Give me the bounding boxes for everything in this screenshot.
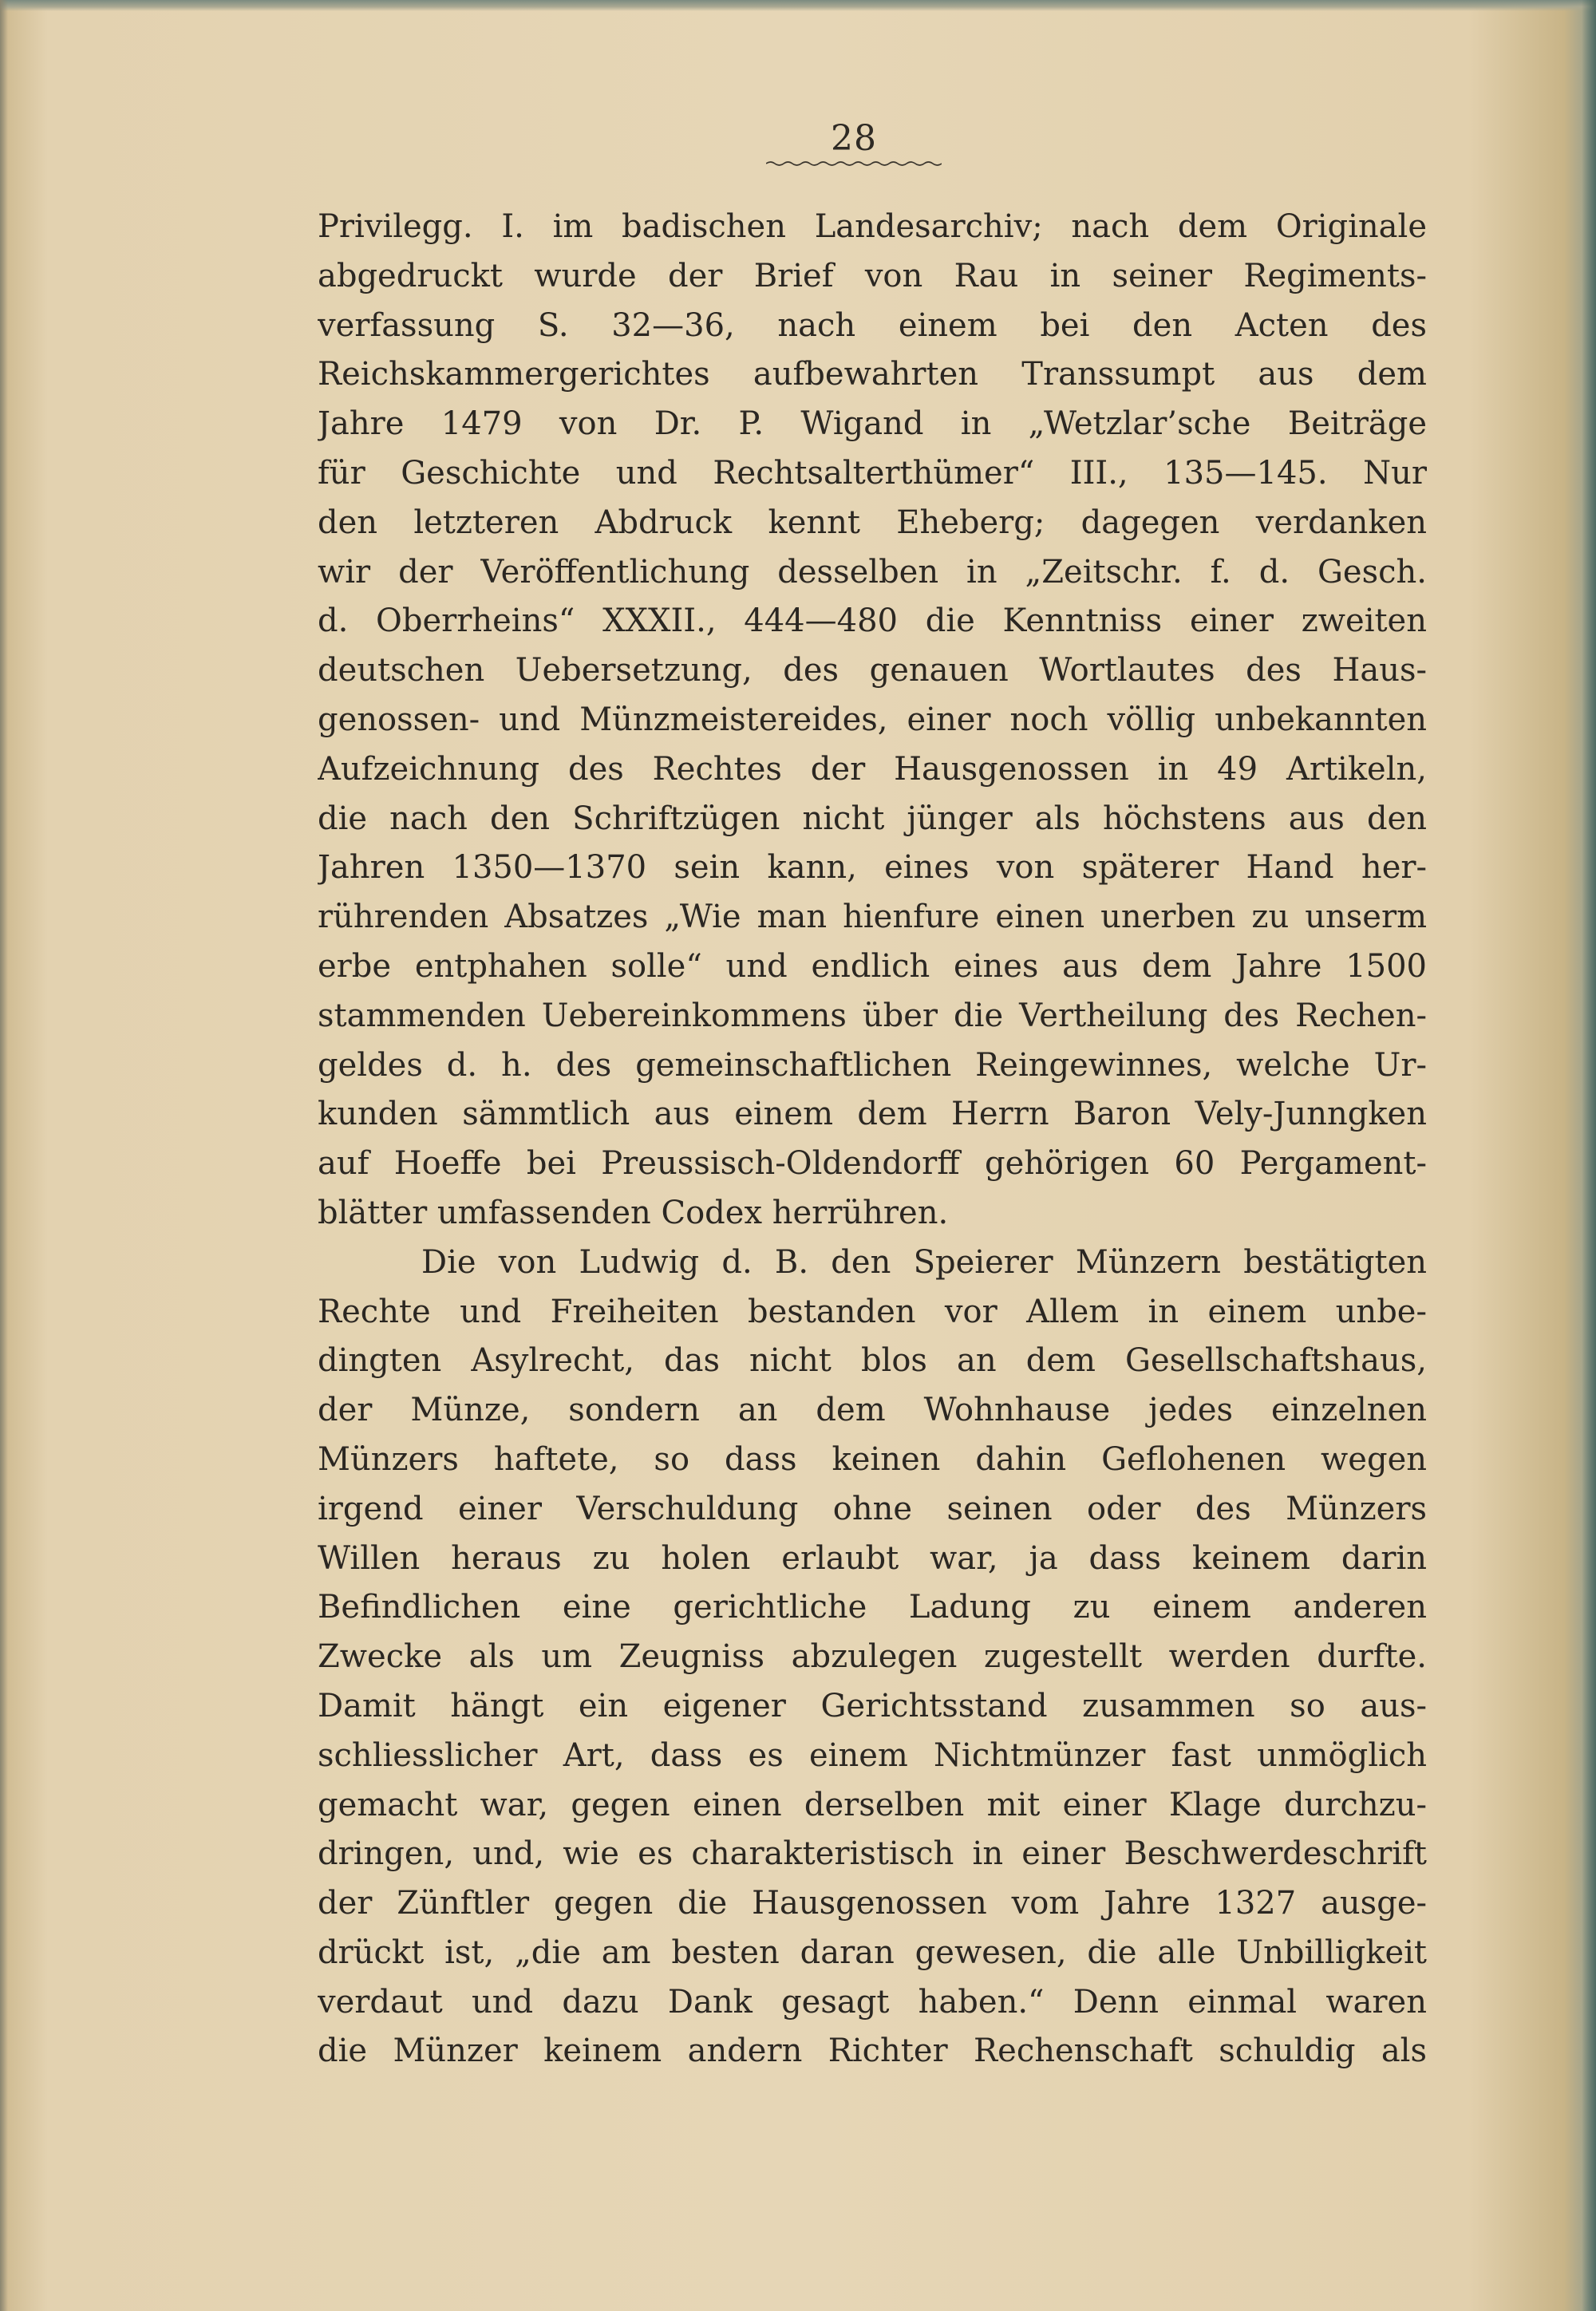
text-line: Jahren 1350—1370 sein kann, eines von späterer Hand her-: [318, 849, 1427, 887]
text-line: erbe entphahen solle“ und endlich eines aus dem Jahre 1500: [318, 947, 1427, 985]
text-line: blätter umfassenden Codex herrühren.: [318, 1194, 949, 1231]
text-line: Zwecke als um Zeugniss abzulegen zugestellt werden durfte.: [318, 1638, 1427, 1676]
text-line: stammenden Uebereinkommens über die Vertheilung des Rechen-: [318, 997, 1427, 1034]
text-line: der Zünftler gegen die Hausgenossen vom Jahre 1327 ausge-: [318, 1885, 1427, 1922]
paragraph-1: [318, 203, 1427, 1238]
page-left-edge: [0, 0, 8, 2311]
text-line: dingten Asylrecht, das nicht blos an dem Gesellschaftshaus,: [318, 1342, 1427, 1380]
text-line: Reichskammergerichtes aufbewahrten Transsumpt aus dem: [318, 356, 1427, 393]
text-line: die Münzer keinem andern Richter Rechenschaft schuldig als: [318, 2032, 1427, 2070]
text-line: d. Oberrheins“ XXXII., 444—480 die Kenntniss einer zweiten: [318, 602, 1427, 640]
text-line: geldes d. h. des gemeinschaftlichen Reingewinnes, welche Ur-: [318, 1046, 1427, 1084]
text-line: Jahre 1479 von Dr. P. Wigand in „Wetzlar’sche Beiträge: [318, 405, 1427, 443]
decorative-wavy-rule: [766, 160, 942, 168]
text-line: dringen, und, wie es charakteristisch in einer Beschwerdeschrift: [318, 1835, 1427, 1873]
text-line: wir der Veröffentlichung desselben in „Zeitschr. f. d. Gesch.: [318, 553, 1427, 591]
text-line: Willen heraus zu holen erlaubt war, ja dass keinem darin: [318, 1539, 1427, 1577]
text-line: abgedruckt wurde der Brief von Rau in seiner Regiments-: [318, 257, 1427, 294]
text-line: Privilegg. I. im badischen Landesarchiv; nach dem Originale: [318, 208, 1427, 245]
text-line: gemacht war, gegen einen derselben mit einer Klage durchzu-: [318, 1786, 1427, 1823]
page-top-edge: [0, 0, 1596, 11]
text-line: drückt ist, „die am besten daran gewesen, die alle Unbilligkeit: [318, 1934, 1427, 1971]
text-line: Die von Ludwig d. B. den Speierer Münzern bestätigten: [421, 1243, 1427, 1281]
text-line: irgend einer Verschuldung ohne seinen oder des Münzers: [318, 1490, 1427, 1527]
text-line: kunden sämmtlich aus einem dem Herrn Baron Vely-Junngken: [318, 1096, 1427, 1133]
text-line: den letzteren Abdruck kennt Eheberg; dagegen verdanken: [318, 504, 1427, 541]
text-line: Aufzeichnung des Rechtes der Hausgenossen in 49 Artikeln,: [318, 750, 1427, 788]
text-line: Damit hängt ein eigener Gerichtsstand zusammen so aus-: [318, 1687, 1427, 1724]
text-line: die nach den Schriftzügen nicht jünger als höchstens aus den: [318, 800, 1427, 837]
text-line: Münzers haftete, so dass keinen dahin Geflohenen wegen: [318, 1440, 1427, 1478]
text-line: verdaut und dazu Dank gesagt haben.“ Denn einmal waren: [318, 1983, 1427, 2021]
text-line: auf Hoeffe bei Preussisch-Oldendorff gehörigen 60 Pergament-: [318, 1145, 1427, 1183]
text-line: Rechte und Freiheiten bestanden vor Allem in einem unbe-: [318, 1293, 1427, 1330]
text-line: verfassung S. 32—36, nach einem bei den Acten des: [318, 306, 1427, 344]
text-line: Befindlichen eine gerichtliche Ladung zu einem anderen: [318, 1589, 1427, 1626]
text-line: schliesslicher Art, dass es einem Nichtmünzer fast unmöglich: [318, 1736, 1427, 1774]
text-line: rührenden Absatzes „Wie man hienfure einen unerben zu unserm: [318, 899, 1427, 936]
text-line: deutschen Uebersetzung, des genauen Wortlautes des Haus-: [318, 652, 1427, 689]
paragraph-2: [318, 1238, 1427, 2077]
text-line: der Münze, sondern an dem Wohnhause jedes einzelnen: [318, 1392, 1427, 1429]
text-line: genossen- und Münzmeistereides, einer noch völlig unbekannten: [318, 701, 1427, 738]
binding-edge: [1582, 0, 1596, 2311]
page-number: 28: [831, 118, 877, 159]
body-text: [318, 203, 1427, 2076]
text-line: für Geschichte und Rechtsalterthümer“ III., 135—145. Nur: [318, 454, 1427, 492]
